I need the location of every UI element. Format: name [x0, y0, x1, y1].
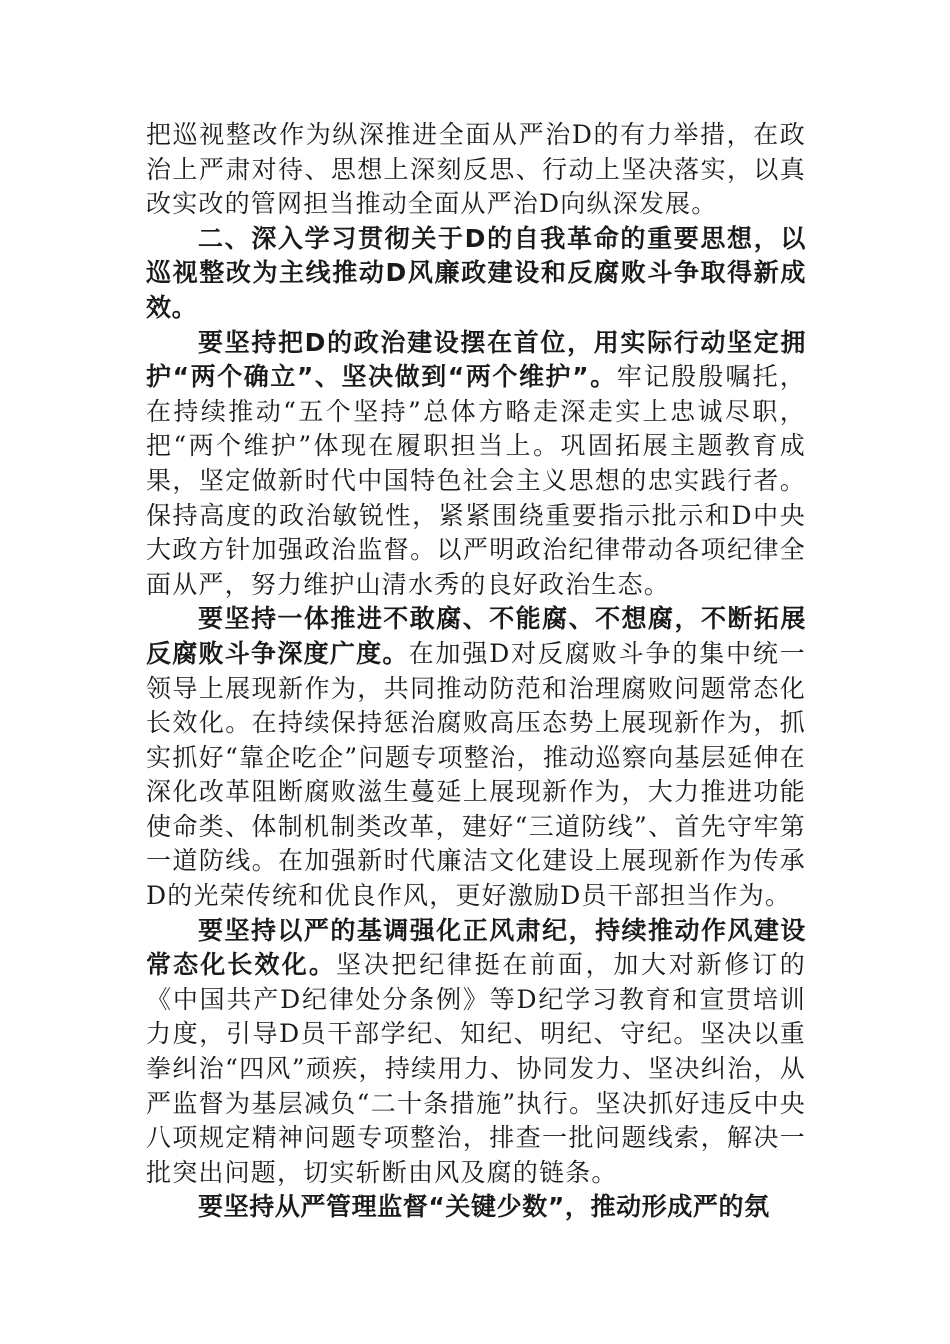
paragraph-body: 在加强D对反腐败斗争的集中统一领导上展现新作为，共同推动防范和治理腐败问题常态化长效化。在持续保持惩治腐败高压态势上展现新作为，抓实抓好“靠企吃企”问题专项整治，推动巡察向基层延伸在深化改革阻断腐败滋生蔓延上展现新作为，大力推进功能使命类、体制机制类改革，建好“三道防线”、首先守牢第一道防线。在加强新时代廉洁文化建设上展现新作为传承D的光荣传统和优良作风，更好激励D员干部担当作为。 [146, 638, 806, 911]
paragraph-continuation: 把巡视整改作为纵深推进全面从严治D的有力举措，在政治上严肃对待、思想上深刻反思、行动上坚决落实，以真改实改的管网担当推动全面从严治D向纵深发展。 [146, 120, 806, 219]
section-heading-2: 二、深入学习贯彻关于D的自我革命的重要思想，以巡视整改为主线推动D风廉政建设和反腐败斗争取得新成效。 [146, 223, 806, 322]
paragraph-lead: 要坚持把D的政治建设摆在首位，用实际行动坚定拥护“两个确立”、坚决做到“两个维护”。 [146, 327, 806, 392]
paragraph-body: 牢记殷殷嘱托，在持续推动“五个坚持”总体方略走深走实上忠诚尽职，把“两个维护”体现在履职担当上。巩固拓展主题教育成果，坚定做新时代中国特色社会主义思想的忠实践行者。保持高度的政治敏锐性，紧紧围绕重要指示批示和D中央大政方针加强政治监督。以严明政治纪律带动各项纪律全面从严，努力维护山清水秀的良好政治生态。 [146, 362, 807, 599]
paragraph-lead: 要坚持一体推进不敢腐、不能腐、不想腐，不断拓展反腐败斗争深度广度。 [146, 604, 806, 668]
paragraph-political-construction [146, 326, 806, 603]
paragraph-lead: 要坚持以严的基调强化正风肃纪，持续推动作风建设常态化长效化。 [146, 915, 806, 980]
paragraph-lead: 要坚持从严管理监督“关键少数”，推动形成严的氛 [198, 1192, 770, 1222]
document-page [146, 118, 806, 1225]
paragraph-body: 坚决把纪律挺在前面，加大对新修订的《中国共产D纪律处分条例》等D纪学习教育和宣贯培训力度，引导D员干部学纪、知纪、明纪、守纪。坚决以重拳纠治“四风”顽疾，持续用力、协同发力、坚决纠治，从严监督为基层减负“二十条措施”执行。坚决抓好违反中央八项规定精神问题专项整治，排查一批问题线索，解决一批突出问题，切实斩断由风及腐的链条。 [146, 950, 807, 1187]
paragraph-key-minority [146, 1190, 806, 1225]
paragraph-discipline [146, 914, 806, 1191]
paragraph-anti-corruption [146, 602, 806, 913]
